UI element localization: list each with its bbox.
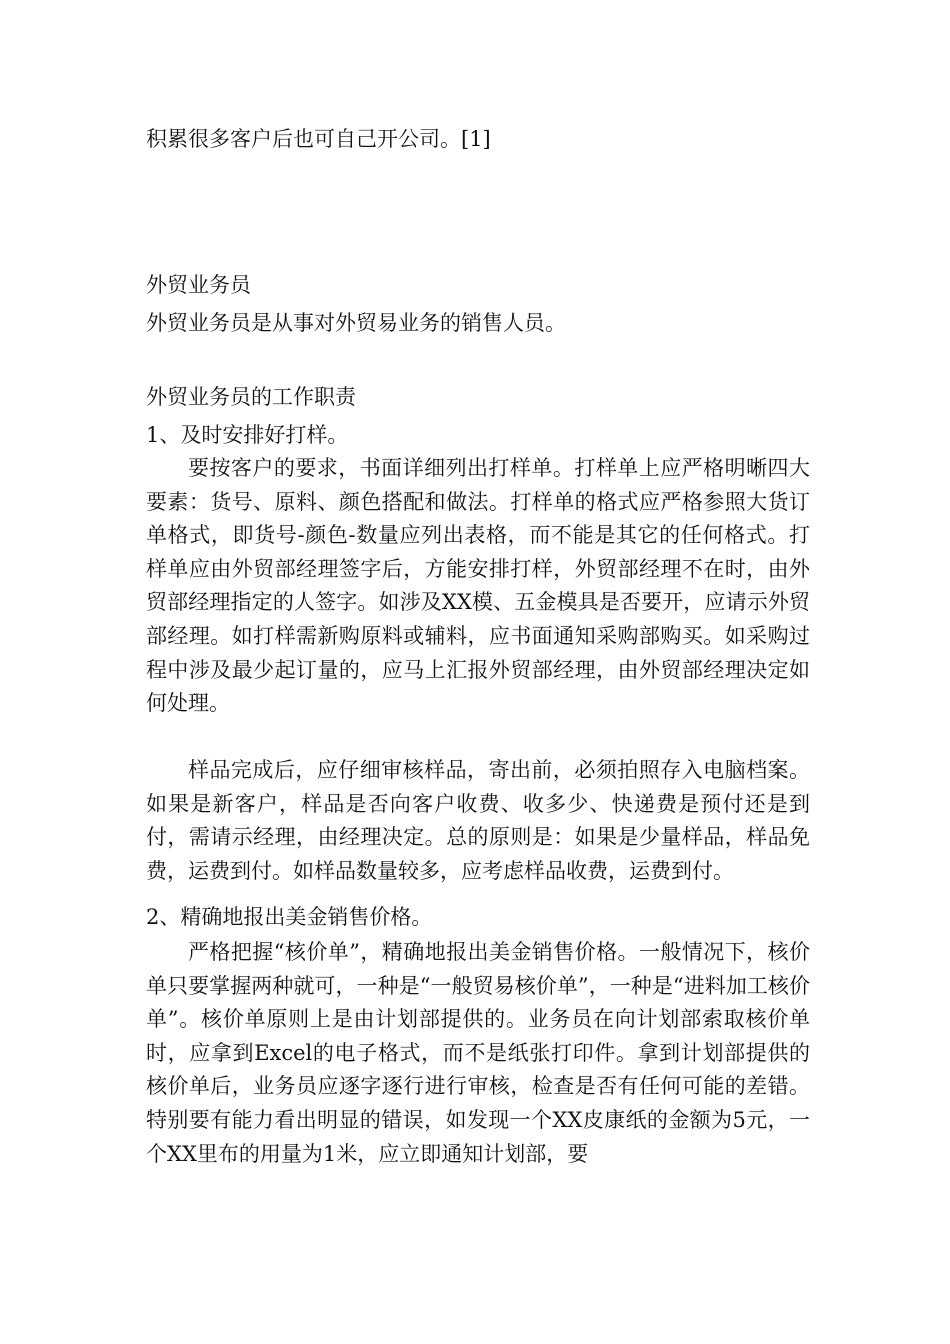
duties-title: 外贸业务员的工作职责: [146, 385, 356, 409]
item2-paragraph-1: 严格把握“核价单”，精确地报出美金销售价格。一般情况下，核价单只要掌握两种就可，一种是“一般贸易核价单”，一种是“进料加工核价单”。核价单原则上是由计划部提供的。业务员在向计划部索取核价单时，应拿到Excel的电子格式，而不是纸张打印件。拿到计划部提供的核价单后，业务员应逐字逐行进行审核，检查是否有任何可能的差错。特别要有能力看出明显的错误，如发现一个XX皮康纸的金额为5元，一个XX里布的用量为1米，应立即通知计划部，要: [146, 940, 810, 1166]
section-title: 外贸业务员: [146, 273, 251, 297]
definition-line: 外贸业务员是从事对外贸易业务的销售人员。: [146, 311, 566, 335]
item1-paragraph-1: 要按客户的要求，书面详细列出打样单。打样单上应严格明晰四大要素：货号、原料、颜色搭配和做法。打样单的格式应严格参照大货订单格式，即货号-颜色-数量应列出表格，而不能是其它的任何格式。打样单应由外贸部经理签字后，方能安排打样，外贸部经理不在时，由外贸部经理指定的人签字。如涉及XX模、五金模具是否要开，应请示外贸部经理。如打样需新购原料或辅料，应书面通知采购部购买。如采购过程中涉及最少起订量的，应马上汇报外贸部经理，由外贸部经理决定如何处理。: [146, 456, 810, 716]
item1-paragraph-2: 样品完成后，应仔细审核样品，寄出前，必须拍照存入电脑档案。如果是新客户，样品是否向客户收费、收多少、快递费是预付还是到付，需请示经理，由经理决定。总的原则是：如果是少量样品，样品免费，运费到付。如样品数量较多，应考虑样品收费，运费到付。: [146, 758, 810, 883]
item2-heading: 2、精确地报出美金销售价格。: [146, 905, 433, 929]
item1-heading: 1、及时安排好打样。: [146, 423, 349, 447]
intro-line: 积累很多客户后也可自己开公司。[1]: [146, 127, 491, 151]
